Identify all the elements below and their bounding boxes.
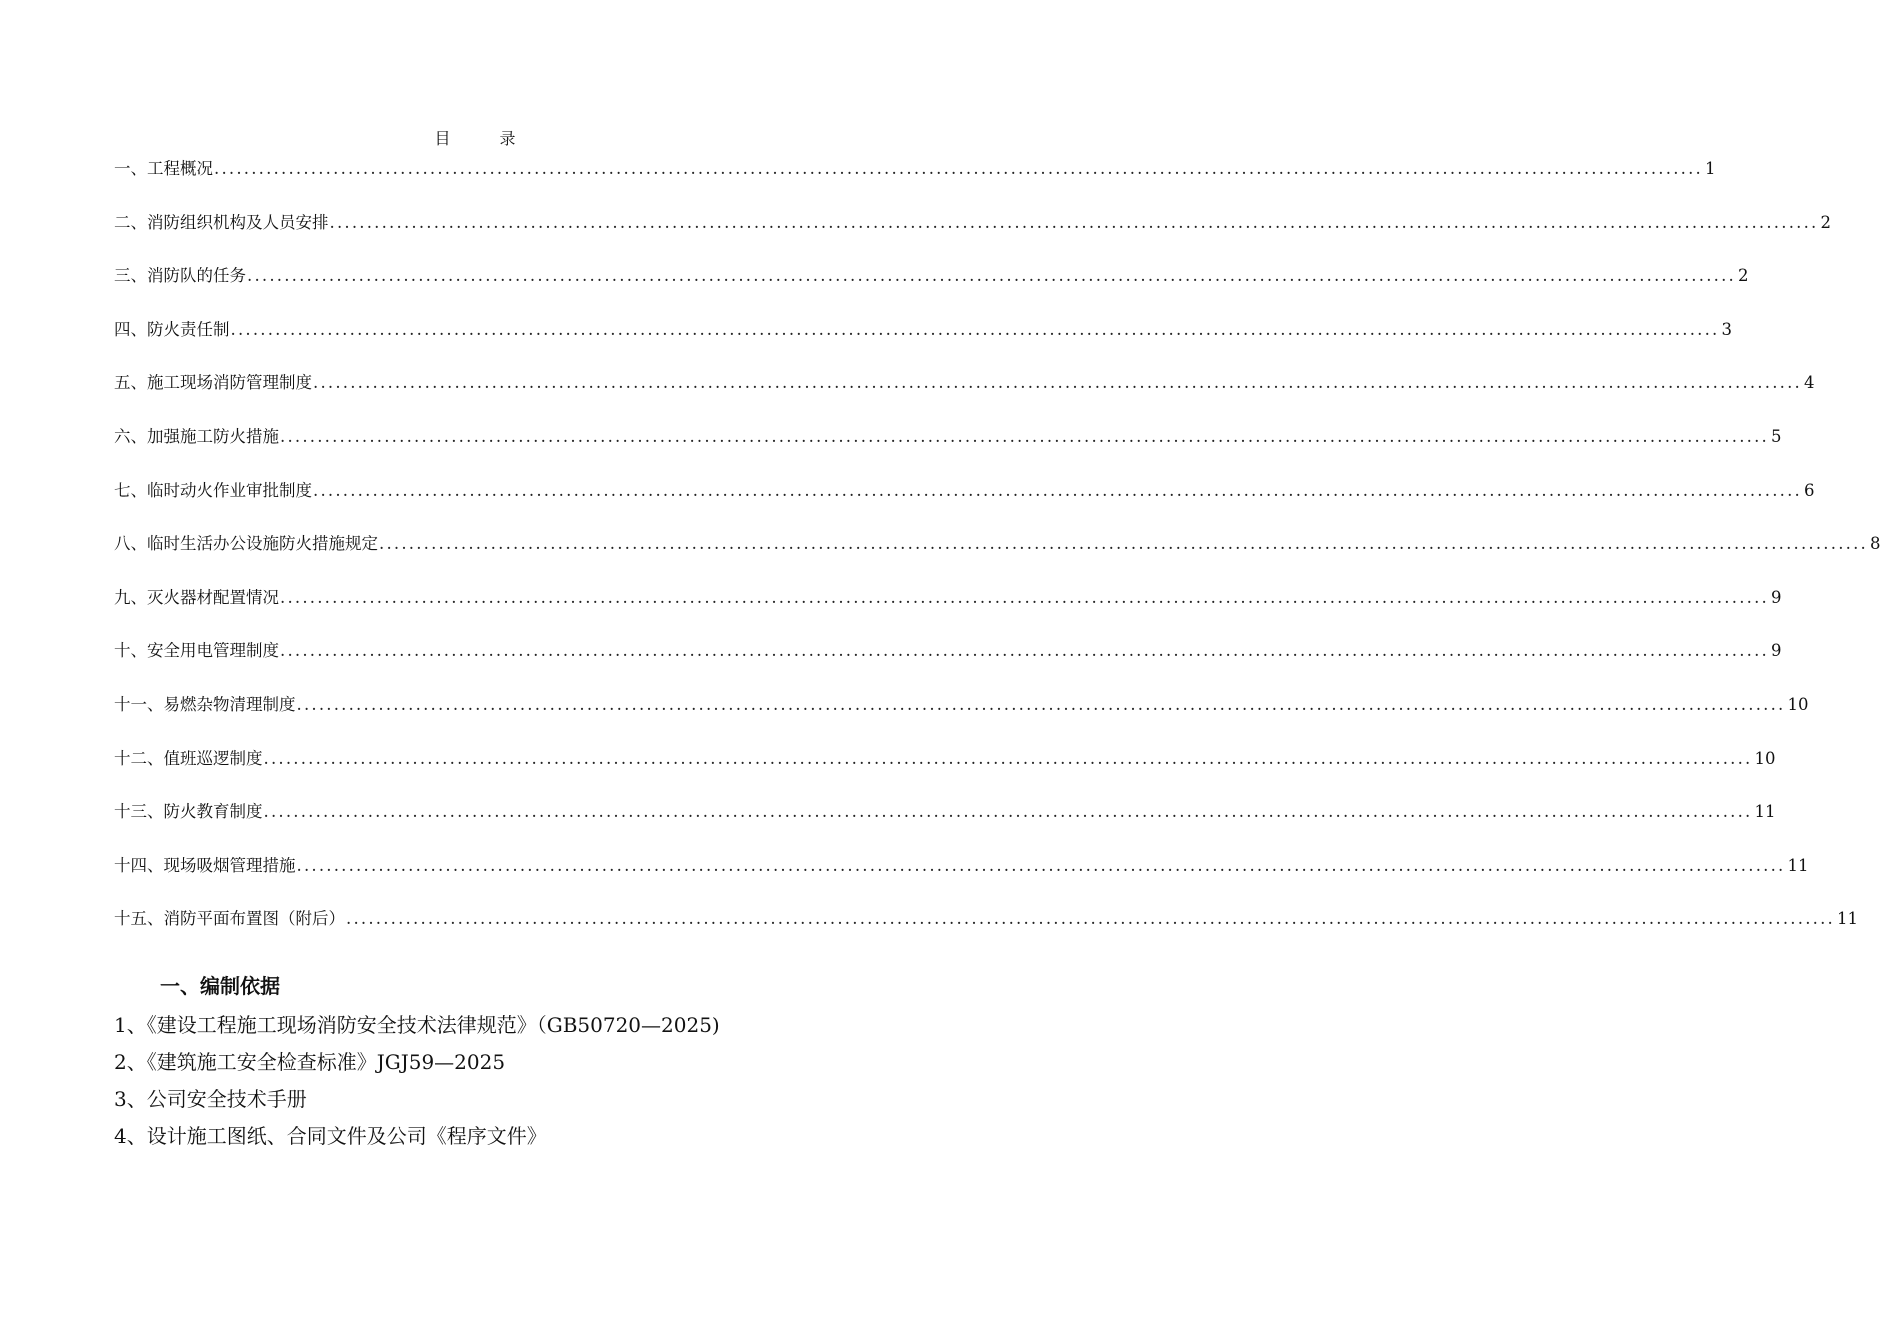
toc-dot-leader: ........................................................................................................................................................................................................ [313,480,1802,500]
toc-entry-label: 三、消防队的任务 [114,266,246,286]
toc-dot-leader: ........................................................................................................................................................................................................ [329,212,1819,232]
toc-dot-leader: ........................................................................................................................................................................................................ [346,909,1835,929]
toc-dot-leader: ........................................................................................................................................................................................................ [280,641,1769,661]
toc-entry-page: 5 [1770,426,1782,446]
toc-entry-page: 11 [1836,909,1858,929]
toc-entry[interactable] [114,532,1880,586]
toc-entry-label: 十、安全用电管理制度 [114,641,279,661]
toc-entry[interactable] [114,747,1776,801]
toc-entry[interactable] [114,800,1776,854]
toc-dot-leader: ........................................................................................................................................................................................................ [263,802,1753,822]
toc-entry-page: 3 [1721,319,1732,339]
toc-entry-label: 十五、消防平面布置图（附后） [114,909,345,929]
toc-entry[interactable] [114,264,1749,318]
toc-entry-page: 10 [1754,748,1776,768]
basis-heading: 一、编制依据 [160,974,280,998]
toc-entry-page: 2 [1737,266,1749,286]
toc-entry-page: 10 [1787,694,1809,714]
toc-entry-page: 6 [1803,480,1815,500]
toc-dot-leader: ........................................................................................................................................................................................................ [214,159,1703,178]
toc-entry[interactable] [114,425,1782,479]
basis-item: 2、《建筑施工安全检查标准》JGJ59—2025 [114,1050,506,1074]
toc-dot-leader: ........................................................................................................................................................................................................ [280,587,1769,607]
toc-dot-leader: ........................................................................................................................................................................................................ [230,319,1720,339]
toc-entry[interactable] [114,157,1716,211]
toc-dot-leader: ........................................................................................................................................................................................................ [379,534,1868,554]
toc-entry-page: 4 [1803,373,1815,393]
toc-entry-page: 1 [1704,159,1716,178]
toc-dot-leader: ........................................................................................................................................................................................................ [247,266,1736,286]
toc-entry-label: 五、施工现场消防管理制度 [114,373,312,393]
toc-dot-leader: ........................................................................................................................................................................................................ [296,855,1786,875]
toc-entry-label: 二、消防组织机构及人员安排 [114,212,329,232]
toc-entry-label: 十二、值班巡逻制度 [114,748,263,768]
toc-entry[interactable] [114,639,1782,693]
toc-entry-page: 11 [1787,855,1809,875]
basis-item: 3、公司安全技术手册 [114,1087,307,1111]
toc-entry[interactable] [114,479,1815,533]
toc-entry[interactable] [114,907,1858,961]
toc-entry-label: 七、临时动火作业审批制度 [114,480,312,500]
toc-entry-label: 六、加强施工防火措施 [114,426,279,446]
toc-entry-page: 11 [1754,802,1776,822]
toc-dot-leader: ........................................................................................................................................................................................................ [280,426,1769,446]
toc-entry[interactable] [114,318,1732,372]
toc-entry-label: 四、防火责任制 [114,319,230,339]
toc-title: 目 录 [434,129,538,148]
basis-item: 4、设计施工图纸、合同文件及公司《程序文件》 [114,1124,547,1148]
toc-entry-label: 十一、易燃杂物清理制度 [114,694,296,714]
toc-list [114,157,1880,961]
basis-item: 1、《建设工程施工现场消防安全技术法律规范》（GB50720—2025) [114,1013,720,1037]
toc-entry-label: 十四、现场吸烟管理措施 [114,855,296,875]
toc-dot-leader: ........................................................................................................................................................................................................ [313,373,1802,393]
toc-entry-label: 九、灭火器材配置情况 [114,587,279,607]
toc-entry-label: 一、工程概况 [114,159,213,178]
toc-entry-label: 八、临时生活办公设施防火措施规定 [114,534,378,554]
toc-entry-page: 8 [1869,534,1880,554]
toc-entry[interactable] [114,371,1815,425]
toc-entry[interactable] [114,693,1809,747]
toc-dot-leader: ........................................................................................................................................................................................................ [296,694,1786,714]
toc-entry-label: 十三、防火教育制度 [114,802,263,822]
toc-entry-page: 2 [1820,212,1831,232]
toc-entry-page: 9 [1770,587,1782,607]
toc-entry-page: 9 [1770,641,1782,661]
toc-entry[interactable] [114,586,1782,640]
toc-entry[interactable] [114,211,1831,265]
toc-entry[interactable] [114,854,1809,908]
toc-dot-leader: ........................................................................................................................................................................................................ [263,748,1753,768]
basis-list [114,1007,854,1155]
